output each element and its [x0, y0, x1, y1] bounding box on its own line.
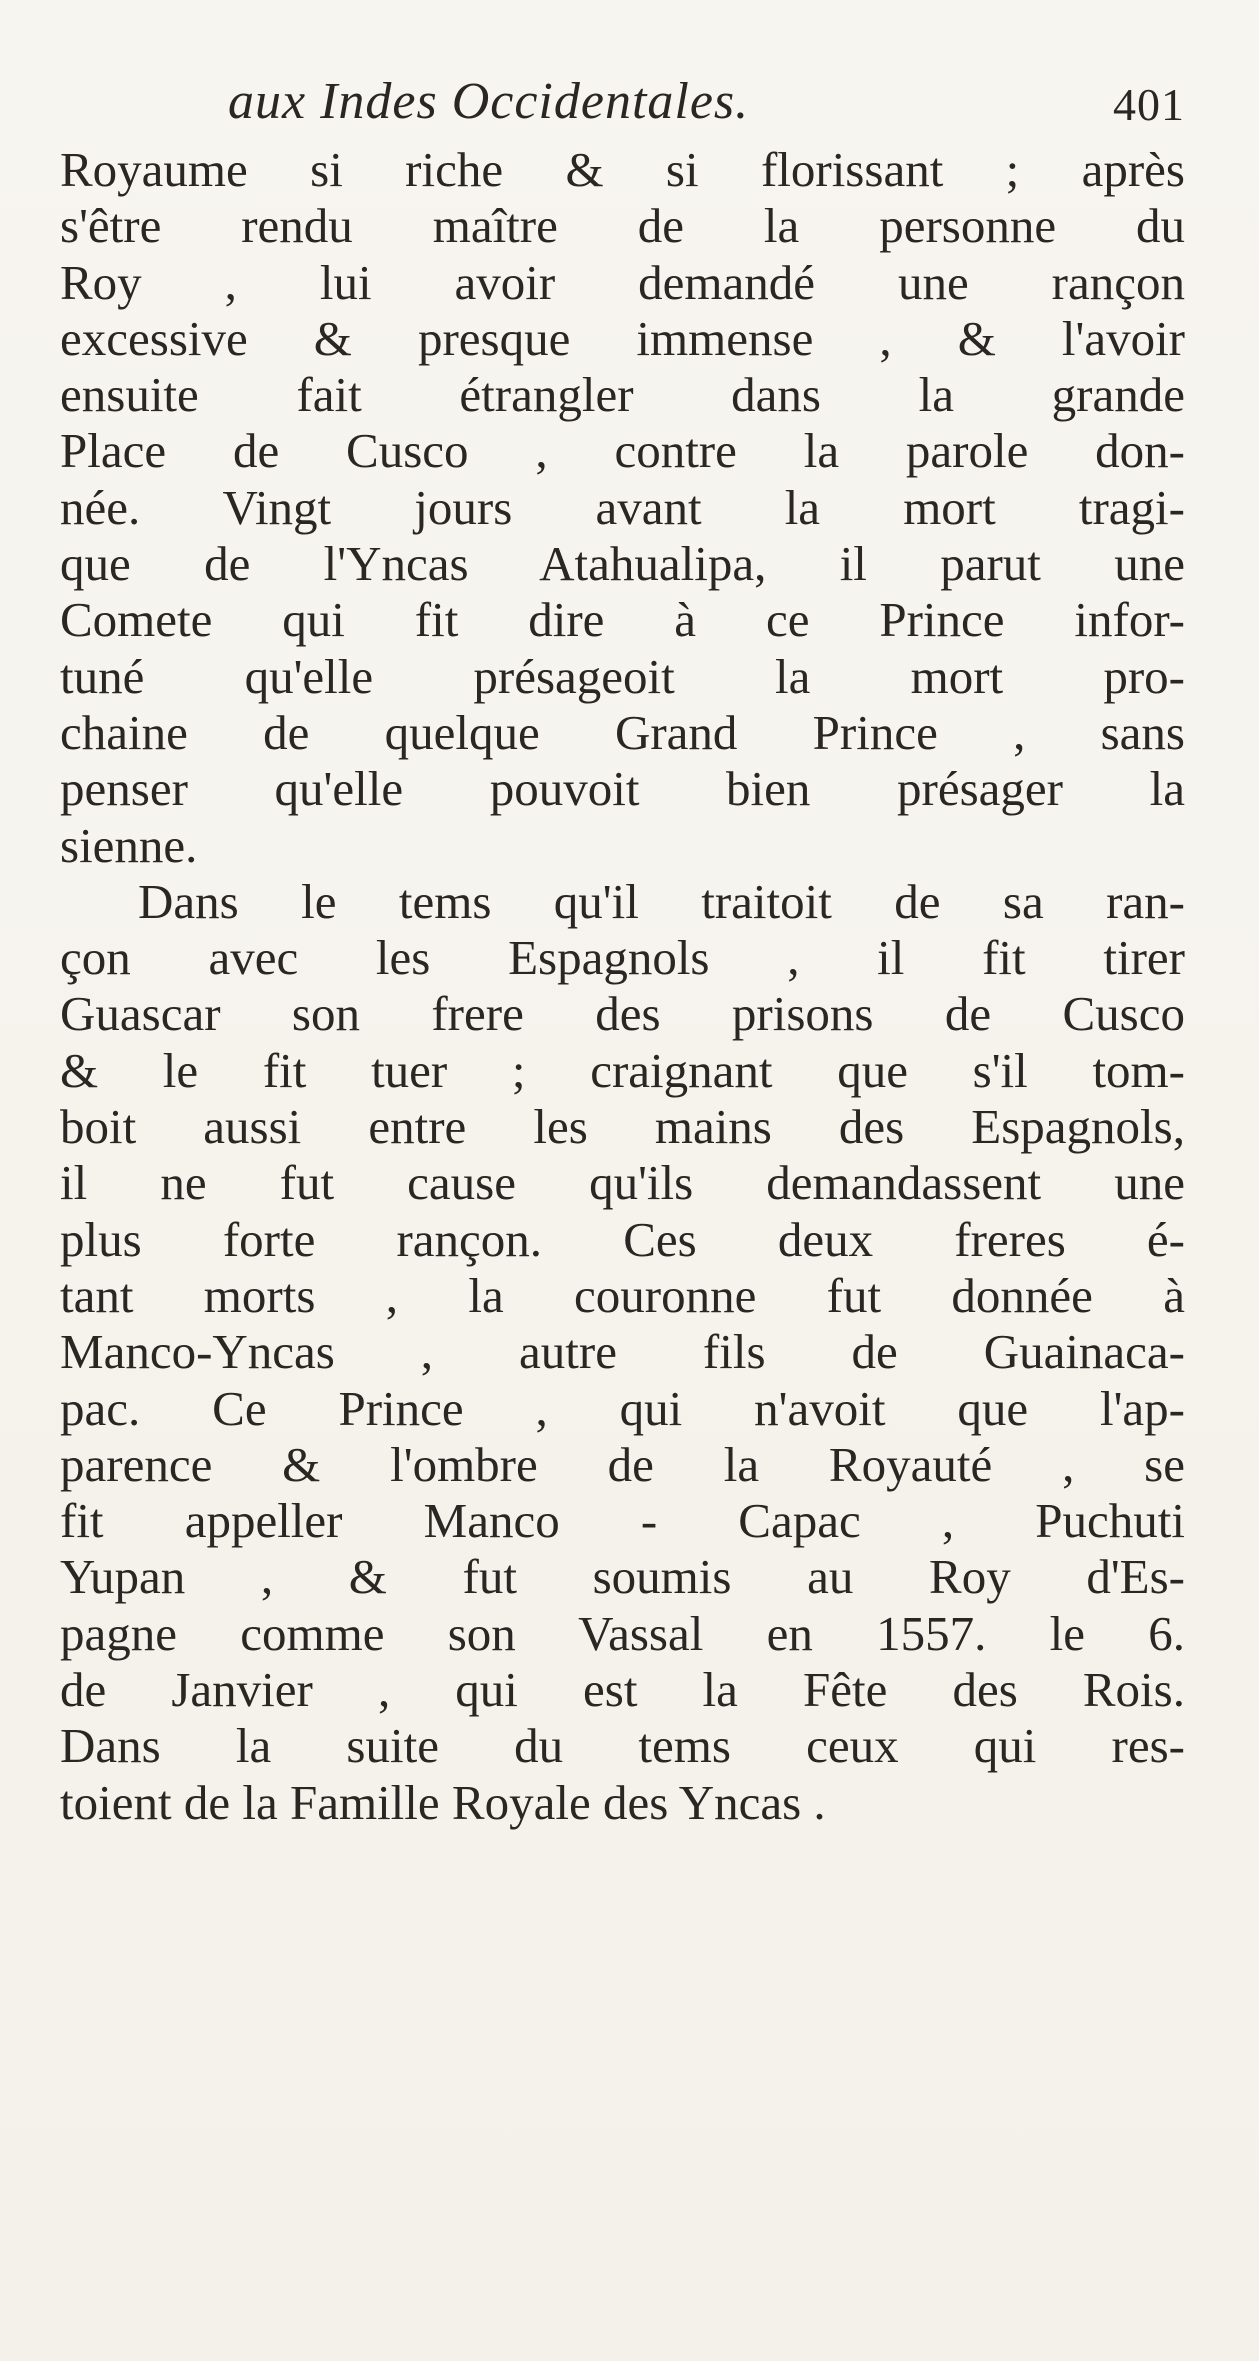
text-line: ensuite fait étrangler dans la grande	[60, 367, 1185, 423]
text-line: Yupan , & fut soumis au Roy d'Es-	[60, 1549, 1185, 1605]
running-head: aux Indes Occidentales.	[228, 73, 750, 130]
text-line: Royaume si riche & si florissant ; après	[60, 142, 1185, 197]
text-line: Roy , lui avoir demandé une rançon	[60, 254, 1185, 310]
text-line: née. Vingt jours avant la mort tragi-	[60, 479, 1185, 535]
page-number: 401	[1113, 79, 1185, 130]
text-line: parence & l'ombre de la Royauté , se	[60, 1436, 1185, 1492]
text-line: Guascar son frere des prisons de Cusco	[60, 986, 1185, 1042]
page-header	[60, 72, 1185, 142]
text-line: Dans le tems qu'il traitoit de sa ran-	[138, 873, 1185, 929]
text-line: que de l'Yncas Atahualipa, il parut une	[60, 536, 1185, 592]
text-line: de Janvier , qui est la Fête des Rois.	[60, 1662, 1185, 1718]
text-line: sienne.	[60, 817, 198, 873]
text-line: plus forte rançon. Ces deux freres é-	[60, 1211, 1185, 1267]
body-text	[60, 142, 1185, 1831]
text-line: Manco-Yncas , autre fils de Guainaca-	[60, 1324, 1185, 1380]
text-line: pac. Ce Prince , qui n'avoit que l'ap-	[60, 1380, 1185, 1436]
text-line: chaine de quelque Grand Prince , sans	[60, 704, 1185, 760]
text-line: fit appeller Manco - Capac , Puchuti	[60, 1493, 1185, 1549]
text-line: Place de Cusco , contre la parole don-	[60, 423, 1185, 479]
text-line: excessive & presque immense , & l'avoir	[60, 310, 1185, 366]
text-line: çon avec les Espagnols , il fit tirer	[60, 930, 1185, 986]
text-line: il ne fut cause qu'ils demandassent une	[60, 1155, 1185, 1211]
text-line: toient de la Famille Royale des Yncas .	[60, 1774, 826, 1830]
text-line: tuné qu'elle présageoit la mort pro-	[60, 648, 1185, 704]
text-line: & le fit tuer ; craignant que s'il tom-	[60, 1042, 1185, 1098]
text-line: s'être rendu maître de la personne du	[60, 198, 1185, 254]
text-line: penser qu'elle pouvoit bien présager la	[60, 761, 1185, 817]
text-line: pagne comme son Vassal en 1557. le 6.	[60, 1605, 1185, 1661]
text-line: tant morts , la couronne fut donnée à	[60, 1267, 1185, 1323]
text-line: boit aussi entre les mains des Espagnols,	[60, 1099, 1185, 1155]
text-line: Dans la suite du tems ceux qui res-	[60, 1718, 1185, 1774]
text-line: Comete qui fit dire à ce Prince infor-	[60, 592, 1185, 648]
